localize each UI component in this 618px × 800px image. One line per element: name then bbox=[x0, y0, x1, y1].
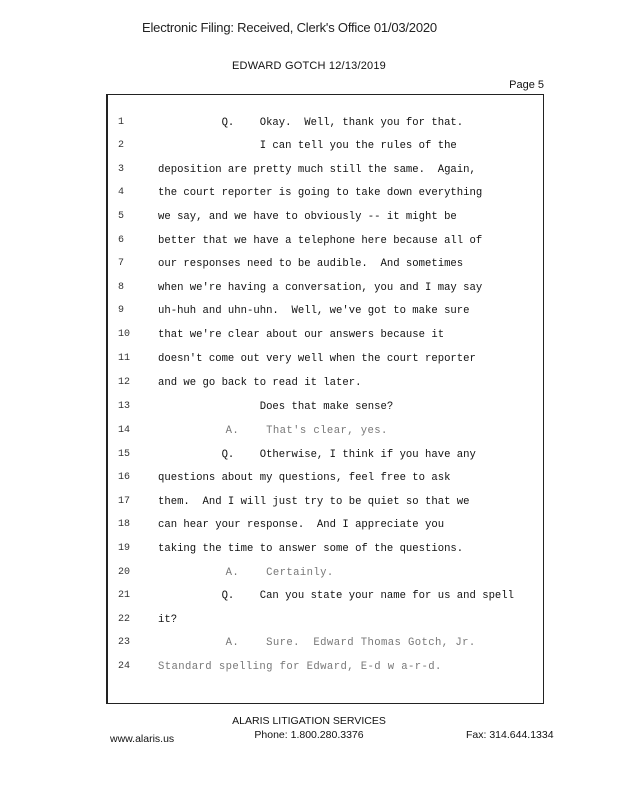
line-text: better that we have a telephone here because all of bbox=[158, 235, 483, 247]
line-text: them. And I will just try to be quiet so that we bbox=[158, 496, 470, 508]
line-text: Does that make sense? bbox=[158, 401, 394, 413]
filing-stamp: Electronic Filing: Received, Clerk's Office 01/03/2020 bbox=[142, 20, 437, 35]
line-text: uh-huh and uhn-uhn. Well, we've got to make sure bbox=[158, 305, 470, 317]
line-number: 17 bbox=[118, 496, 131, 507]
line-text: when we're having a conversation, you and I may say bbox=[158, 282, 483, 294]
line-number: 23 bbox=[118, 637, 131, 648]
footer-company: ALARIS LITIGATION SERVICES bbox=[232, 715, 386, 727]
line-number: 8 bbox=[118, 282, 125, 293]
footer-phone: Phone: 1.800.280.3376 bbox=[254, 729, 364, 741]
footer-website: www.alaris.us bbox=[110, 733, 175, 745]
line-number: 13 bbox=[118, 401, 131, 412]
line-number: 11 bbox=[118, 353, 131, 364]
line-text: I can tell you the rules of the bbox=[158, 140, 457, 152]
line-number: 18 bbox=[118, 519, 131, 530]
line-text: our responses need to be audible. And sometimes bbox=[158, 258, 464, 270]
line-number: 14 bbox=[118, 425, 131, 436]
line-number: 20 bbox=[118, 567, 131, 578]
transcript-frame bbox=[106, 94, 544, 704]
line-number: 3 bbox=[118, 164, 125, 175]
line-number: 24 bbox=[118, 661, 131, 672]
line-number: 21 bbox=[118, 590, 131, 601]
line-number: 16 bbox=[118, 472, 131, 483]
line-number: 2 bbox=[118, 140, 125, 151]
line-text: Q. Okay. Well, thank you for that. bbox=[158, 117, 464, 129]
line-text: that we're clear about our answers because it bbox=[158, 329, 445, 341]
line-text: can hear your response. And I appreciate you bbox=[158, 519, 445, 531]
deponent-header: EDWARD GOTCH 12/13/2019 bbox=[232, 60, 386, 72]
line-number: 12 bbox=[118, 377, 131, 388]
line-number: 5 bbox=[118, 211, 125, 222]
page-number: Page 5 bbox=[509, 79, 544, 91]
line-text: deposition are pretty much still the same. Again, bbox=[158, 164, 476, 176]
footer-fax: Fax: 314.644.1334 bbox=[466, 729, 554, 741]
line-text: A. Certainly. bbox=[158, 567, 334, 579]
line-text: it? bbox=[158, 614, 178, 626]
line-text: the court reporter is going to take down everything bbox=[158, 187, 483, 199]
line-number: 7 bbox=[118, 258, 125, 269]
line-text: doesn't come out very well when the court reporter bbox=[158, 353, 476, 365]
line-text: questions about my questions, feel free to ask bbox=[158, 472, 451, 484]
line-text: we say, and we have to obviously -- it might be bbox=[158, 211, 457, 223]
line-number: 1 bbox=[118, 117, 125, 128]
line-number: 6 bbox=[118, 235, 125, 246]
line-number: 4 bbox=[118, 187, 125, 198]
line-number: 15 bbox=[118, 449, 131, 460]
line-text: A. That's clear, yes. bbox=[158, 425, 388, 437]
line-text: A. Sure. Edward Thomas Gotch, Jr. bbox=[158, 637, 476, 649]
line-number: 19 bbox=[118, 543, 131, 554]
line-number: 9 bbox=[118, 305, 125, 316]
line-number: 22 bbox=[118, 614, 131, 625]
line-text: Standard spelling for Edward, E-d w a-r-d. bbox=[158, 661, 442, 673]
line-text: and we go back to read it later. bbox=[158, 377, 362, 389]
line-text: Q. Can you state your name for us and spell bbox=[158, 590, 515, 602]
line-number: 10 bbox=[118, 329, 131, 340]
line-text: taking the time to answer some of the questions. bbox=[158, 543, 464, 555]
line-text: Q. Otherwise, I think if you have any bbox=[158, 449, 476, 461]
